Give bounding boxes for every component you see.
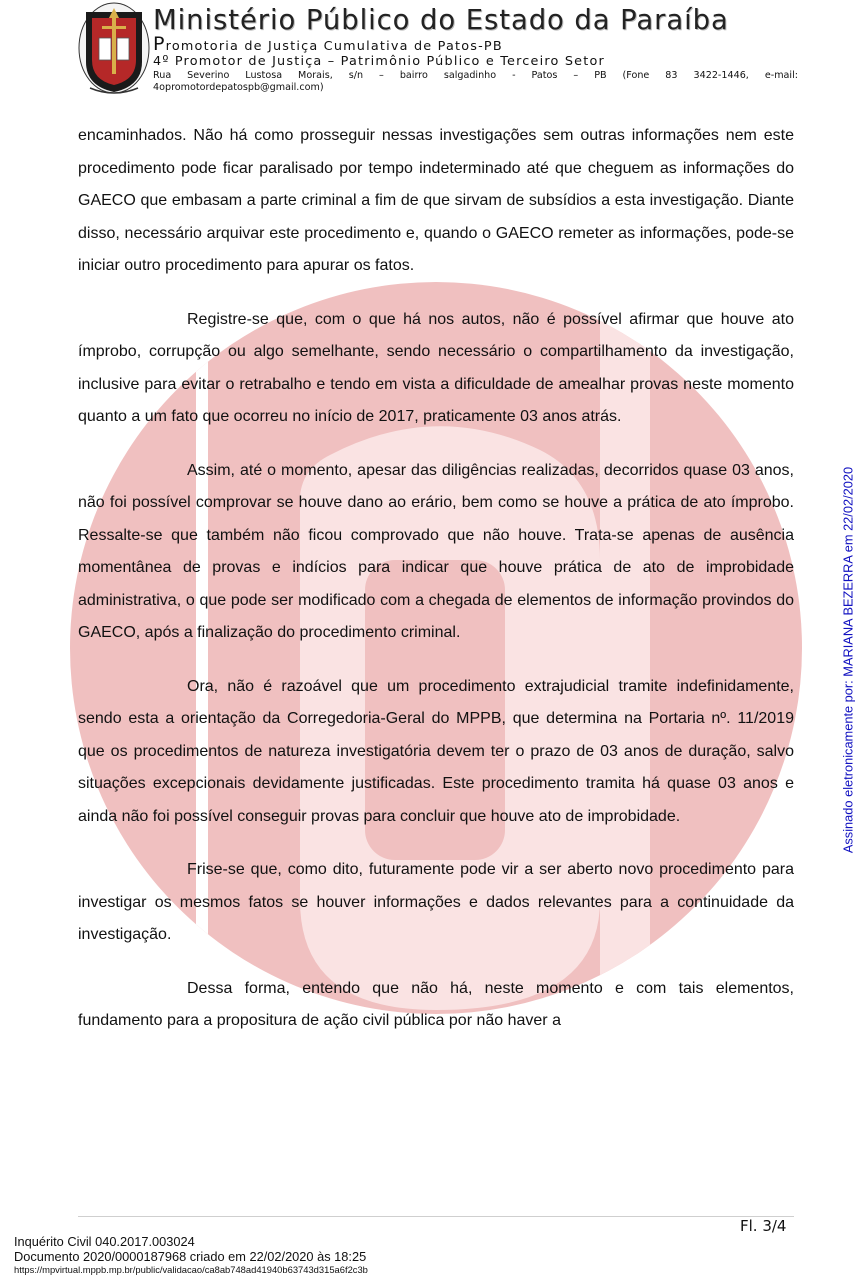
office-name-rest: romotoria de Justiça Cumulativa de Patos-PB xyxy=(165,39,503,54)
footer-divider xyxy=(78,1216,794,1217)
body-paragraph: Frise-se que, como dito, futuramente pode vir a ser aberto novo procedimento para investigar os mesmos fatos se houver informações e dados relevantes para a continuidade da investigação. xyxy=(78,861,794,943)
electronic-signature-text: Assinado eletronicamente por: MARIANA BEZERRA em 22/02/2020 xyxy=(840,466,856,854)
body-paragraph: encaminhados. Não há como prosseguir nessas investigações sem outras informações nem este procedimento pode ficar paralisado por tempo indeterminado até que cheguem as informações do GAECO que embasam a parte criminal a fim de que sirvam de subsídios a esta investigação. Diante disso, necessário arquivar este procedimento e, quando o GAECO remeter as informações, pode-se iniciar outro procedimento para apurar os fatos. xyxy=(78,127,794,274)
case-number: Inquérito Civil 040.2017.003024 xyxy=(14,1234,195,1249)
institution-title: Ministério Público do Estado da Paraíba xyxy=(153,4,729,36)
office-name xyxy=(153,33,798,55)
letterhead xyxy=(78,2,798,100)
electronic-signature-note xyxy=(838,448,858,872)
body-paragraph: Registre-se que, com o que há nos autos, não é possível afirmar que houve ato ímprobo, corrupção ou algo semelhante, sendo necessário o compartilhamento da investigação, inclusive para evitar o retrabalho e tendo em vista a dificuldade de amealhar provas neste momento quanto a um fato que ocorreu no início de 2017, praticamente 03 anos atrás. xyxy=(78,310,794,425)
footer-metadata xyxy=(14,1234,368,1276)
document-info: Documento 2020/0000187968 criado em 22/02/2020 às 18:25 xyxy=(14,1249,367,1264)
page-number: Fl. 3/4 xyxy=(740,1217,787,1235)
office-email: 4opromotordepatospb@gmail.com) xyxy=(153,82,324,93)
office-initial: P xyxy=(153,33,166,55)
body-paragraph: Assim, até o momento, apesar das diligências realizadas, decorridos quase 03 anos, não foi possível comprovar se houve dano ao erário, bem como se houve a prática de ato ímprobo. Ressalte-se que também não ficou comprovado que não houve. Trata-se apenas de ausência momentânea de provas e indícios para indicar que houve prática de ato de improbidade administrativa, o que pode ser modificado com a chegada de elementos de informação provindos do GAECO, após a finalização do procedimento criminal. xyxy=(78,461,794,641)
body-paragraph: Ora, não é razoável que um procedimento extrajudicial tramite indefinidamente, sendo esta a orientação da Corregedoria-Geral do MPPB, que determina na Portaria nº. 11/2019 que os procedimentos de natureza investigatória devem ter o prazo de 03 anos de duração, salvo situações excepcionais devidamente justificadas. Este procedimento tramita há quase 03 anos e ainda não foi possível conseguir provas para concluir que houve ato de improbidade. xyxy=(78,677,794,825)
document-body xyxy=(78,120,794,1059)
office-address: Rua Severino Lustosa Morais, s/n – bairro salgadinho - Patos – PB (Fone 83 3422-1446, e-mail: xyxy=(153,70,798,81)
coat-of-arms-icon xyxy=(78,2,150,96)
body-paragraph: Dessa forma, entendo que não há, neste momento e com tais elementos, fundamento para a propositura de ação civil pública por não haver a xyxy=(78,979,794,1029)
validation-link[interactable]: https://mpvirtual.mppb.mp.br/public/validacao/ca8ab748ad41940b63743d315a6f2c3b xyxy=(14,1264,368,1275)
office-unit: 4º Promotor de Justiça – Patrimônio Público e Terceiro Setor xyxy=(153,54,605,69)
